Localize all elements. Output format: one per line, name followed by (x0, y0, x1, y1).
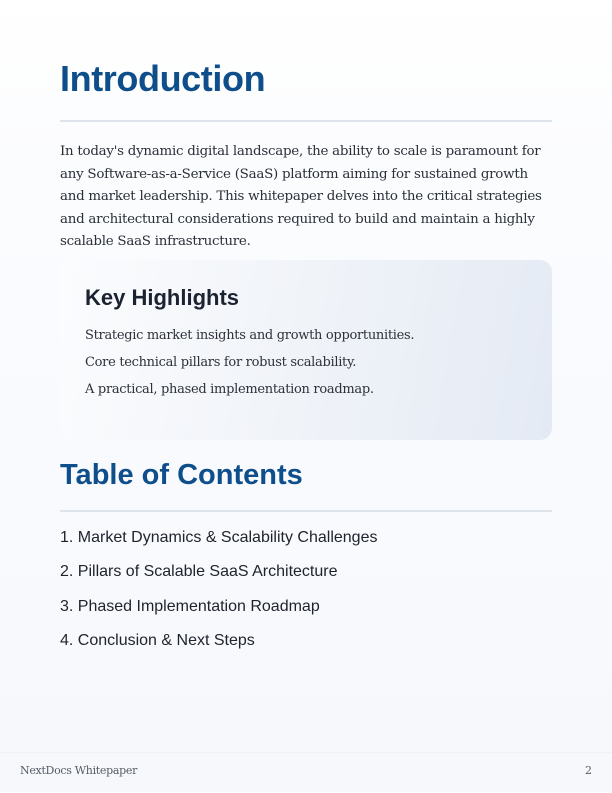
key-highlights-box (60, 260, 552, 440)
key-highlights-title: Key Highlights (85, 285, 240, 310)
introduction-title: Introduction (60, 58, 266, 99)
footer-page-number: 2 (585, 764, 592, 777)
toc-entry-1[interactable]: 1. Market Dynamics & Scalability Challenges (60, 529, 378, 546)
toc-entry-4[interactable]: 4. Conclusion & Next Steps (60, 631, 255, 649)
footer-document-name: NextDocs Whitepaper (20, 764, 138, 777)
introduction-body: In today's dynamic digital landscape, the ability to scale is paramount for any Software-as-a-Service (SaaS) platform aiming for sustained growth and market leadership. This whitepaper delves into the critical strategies and architectural considerations required to build and maintain a highly scalable SaaS infrastructure. (60, 144, 542, 250)
toc-divider (60, 510, 552, 512)
toc-title: Table of Contents (60, 459, 303, 491)
highlight-item: Strategic market insights and growth opportunities. (85, 328, 415, 343)
introduction-divider (60, 120, 552, 122)
highlight-item: A practical, phased implementation roadmap. (85, 382, 374, 397)
highlight-item: Core technical pillars for robust scalability. (85, 355, 357, 370)
toc-entry-2[interactable]: 2. Pillars of Scalable SaaS Architecture (60, 563, 338, 581)
table-of-contents (60, 526, 377, 663)
page-footer (0, 752, 612, 793)
toc-entry-3[interactable]: 3. Phased Implementation Roadmap (60, 597, 320, 615)
